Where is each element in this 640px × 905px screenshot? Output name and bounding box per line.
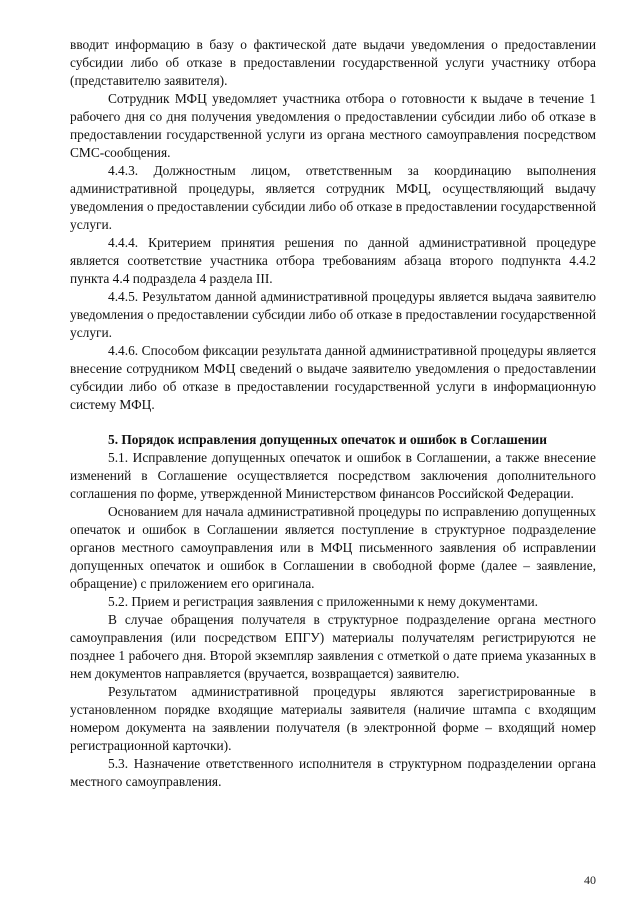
paragraph-continued: вводит информацию в базу о фактической дате выдачи уведомления о предоставлении субсидии либо об отказе в предоставлении государственной услуги участнику отбора (представителю заявителя). [70,37,596,88]
document-body [70,36,596,791]
paragraph: 4.4.6. Способом фиксации результата данной административной процедуры является внесение сотрудником МФЦ сведений о выдаче заявителю уведомления о предоставлении субсидии либо об отказе в предоставлении государственной услуги в информационную систему МФЦ. [70,343,596,412]
paragraph: 5.2. Прием и регистрация заявления с приложенными к нему документами. [108,594,539,609]
paragraph: 4.4.4. Критерием принятия решения по данной административной процедуре является соответствие участника отбора требованиям абзаца второго подпункта 4.4.2 пункта 4.4 подраздела 4 раздела III. [70,235,596,286]
paragraph: Основанием для начала административной процедуры по исправлению допущенных опечаток и ошибок в Соглашении является поступление в структурное подразделение органов местного самоуправления или в МФЦ письменного заявления об исправлении допущенных опечаток и ошибок в Соглашении в свободной форме (далее – заявление, обращение) с приложением его оригинала. [70,504,596,591]
paragraph: 5.1. Исправление допущенных опечаток и ошибок в Соглашении, а также внесение изменений в Соглашение осуществляется посредством заключения дополнительного соглашения по форме, утвержденной Министерством финансов Российской Федерации. [70,450,596,501]
paragraph: 4.4.3. Должностным лицом, ответственным за координацию выполнения административной процедуры, является сотрудник МФЦ, осуществляющий выдачу уведомления о предоставлении субсидии либо об отказе в предоставлении государственной услуги. [70,163,596,232]
paragraph: В случае обращения получателя в структурное подразделение органа местного самоуправления (или посредством ЕПГУ) материалы получателям регистрируются не позднее 1 рабочего дня. Второй экземпляр заявления с отметкой о дате приема указанных в нем документов направляется (вручается, возвращается) заявителю. [70,612,596,681]
paragraph: Сотрудник МФЦ уведомляет участника отбора о готовности к выдаче в течение 1 рабочего дня со дня получения уведомления о предоставлении субсидии либо об отказе в предоставлении государственной услуги из органа местного самоуправления посредством СМС-сообщения. [70,91,596,160]
paragraph: Результатом административной процедуры являются зарегистрированные в установленном порядке входящие материалы заявителя (наличие штампа с входящим номером документа на заявлении получателя (в электронной форме – входящий номер регистрационной карточки). [70,684,596,753]
paragraph: 5.3. Назначение ответственного исполнителя в структурном подразделении органа местного самоуправления. [70,756,596,789]
paragraph: 4.4.5. Результатом данной административной процедуры является выдача заявителю уведомления о предоставлении субсидии либо об отказе в предоставлении государственной услуги. [70,289,596,340]
page-number: 40 [584,873,596,887]
section-heading: 5. Порядок исправления допущенных опечаток и ошибок в Соглашении [108,432,547,447]
